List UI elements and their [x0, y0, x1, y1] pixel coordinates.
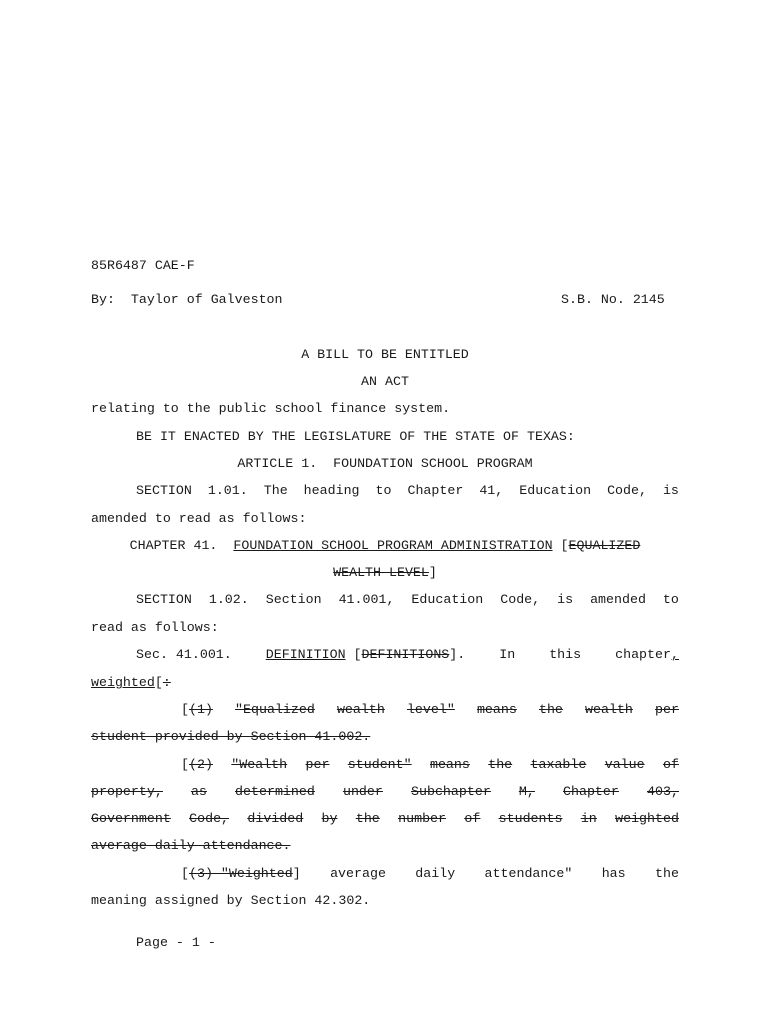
- definition-3-line-2: meaning assigned by Section 42.302.: [91, 893, 371, 908]
- section-1-01-word: heading: [303, 483, 360, 498]
- deleted-word: students: [498, 811, 563, 826]
- definition-2-line-2: [91, 784, 679, 800]
- definition-2-line-4: average daily attendance.: [91, 838, 291, 853]
- deleted-word: the: [355, 811, 380, 826]
- deleted-word: Code,: [189, 811, 230, 826]
- definition-1-word: [477, 702, 517, 718]
- definition-1-word: [655, 702, 679, 718]
- section-1-01-word: Code,: [607, 483, 647, 498]
- section-1-02-word: Section: [265, 592, 322, 607]
- bracket-close: ]: [428, 565, 437, 580]
- deleted-word: (1): [188, 702, 213, 717]
- section-1-02-word: SECTION: [136, 592, 192, 607]
- section-1-02-word: is: [557, 592, 574, 607]
- definition-2-word: [488, 757, 512, 773]
- definition-3-word: daily: [415, 866, 456, 881]
- section-1-02-word: 41.001,: [338, 592, 395, 607]
- new-chapter-title: FOUNDATION SCHOOL PROGRAM ADMINISTRATION: [233, 538, 553, 553]
- section-1-01-word: 1.01.: [207, 483, 248, 498]
- deleted-word: student": [347, 757, 412, 772]
- definition-heading: DEFINITION [DEFINITIONS].: [265, 647, 466, 662]
- deleted-word: per: [655, 702, 679, 717]
- word-this: this: [549, 647, 582, 662]
- definition-3-word: the: [655, 866, 679, 881]
- deleted-word: "Equalized: [235, 702, 315, 717]
- deleted-word: determined: [235, 784, 315, 799]
- deleted-word: wealth: [336, 702, 385, 717]
- bracket-close: ]: [292, 866, 301, 881]
- section-1-02-word: 1.02.: [208, 592, 249, 607]
- bracket-open: [: [181, 702, 189, 717]
- word-chapter: [615, 647, 679, 663]
- definition-3-word: average: [330, 866, 386, 881]
- deleted-title-part-1: EQUALIZED: [568, 538, 641, 553]
- chapter-word: chapter: [615, 647, 671, 662]
- deleted-word: Government: [91, 811, 171, 826]
- deleted-word: by: [321, 811, 338, 826]
- definition-1-word: [585, 702, 633, 718]
- deleted-word: weighted: [615, 811, 679, 826]
- deleted-word: the: [488, 757, 513, 772]
- deleted-word: Chapter: [563, 784, 619, 799]
- definition-2-word: [430, 757, 470, 773]
- definition-1-word: [235, 702, 315, 718]
- bill-caption: A BILL TO BE ENTITLED: [301, 347, 469, 362]
- deleted-word: level": [406, 702, 455, 717]
- deleted-word: taxable: [530, 757, 587, 772]
- sec-41-001-line-2: [91, 675, 171, 691]
- chapter-heading-line-1: [91, 538, 679, 554]
- section-1-02-word: Code,: [500, 592, 541, 607]
- deleted-word: value: [604, 757, 645, 772]
- deleted-title-part-2: WEALTH LEVEL: [333, 565, 429, 580]
- deleted-word: 403,: [647, 784, 679, 799]
- document-id: 85R6487 CAE-F: [91, 258, 195, 273]
- deleted-word: under: [342, 784, 383, 799]
- deleted-colon: :: [162, 675, 171, 690]
- definition-2-line-3: [91, 811, 679, 827]
- definition-1-word: [337, 702, 385, 718]
- page-number: Page - 1 -: [136, 935, 216, 950]
- act-heading: AN ACT: [361, 374, 409, 389]
- section-1-01-word: is: [662, 483, 679, 498]
- section-1-01-word: Education: [519, 483, 592, 498]
- definition-3-line-1: [181, 866, 679, 882]
- definition-1-line-1: [181, 702, 679, 718]
- deleted-weighted-label: (3) "Weighted: [188, 866, 293, 881]
- definition-2-line-1: [181, 757, 679, 773]
- bracket-open: [: [181, 866, 189, 881]
- definition-2-word: [663, 757, 679, 773]
- section-1-02-line-1: [136, 592, 679, 608]
- definition-2-word: [181, 757, 213, 773]
- bill-number: S.B. No. 2145: [561, 292, 665, 307]
- section-1-01-line-2: amended to read as follows:: [91, 511, 307, 526]
- deleted-word: "Wealth: [231, 757, 288, 772]
- bracket-open: [: [552, 538, 569, 553]
- section-1-02-word: amended: [590, 592, 646, 607]
- bill-author: By: Taylor of Galveston: [91, 292, 283, 307]
- definition-1-word: [181, 702, 213, 718]
- deleted-word: in: [580, 811, 597, 826]
- section-1-01-word: to: [375, 483, 392, 498]
- section-1-01-word: 41,: [479, 483, 504, 498]
- enacting-clause: BE IT ENACTED BY THE LEGISLATURE OF THE STATE OF TEXAS:: [136, 429, 575, 444]
- deleted-word: of: [464, 811, 481, 826]
- relating-clause: relating to the public school finance system.: [91, 401, 451, 416]
- deleted-word: (2): [188, 757, 213, 772]
- section-1-02-word: Education: [411, 592, 484, 607]
- deleted-word: means: [476, 702, 517, 717]
- bracket-open-2: [: [154, 675, 163, 690]
- article-heading: ARTICLE 1. FOUNDATION SCHOOL PROGRAM: [237, 456, 533, 471]
- sec-41-001-line-1: [136, 647, 679, 663]
- inserted-comma: ,: [670, 647, 679, 662]
- deleted-word: as: [190, 784, 207, 799]
- definition-3-word: has: [601, 866, 626, 881]
- deleted-word: property,: [91, 784, 163, 799]
- definition-2-word: [531, 757, 587, 773]
- deleted-word: number: [398, 811, 447, 826]
- section-1-01-word: The: [263, 483, 288, 498]
- word-in: In: [499, 647, 516, 662]
- section-1-01-line-1: [136, 483, 679, 499]
- deleted-word: the: [538, 702, 563, 717]
- deleted-word: of: [662, 757, 679, 772]
- deleted-word: wealth: [585, 702, 633, 717]
- new-definition-heading: DEFINITION: [265, 647, 346, 662]
- deleted-word: means: [429, 757, 470, 772]
- definition-2-word: [348, 757, 412, 773]
- inserted-weighted: weighted: [91, 675, 155, 690]
- definition-1-word: [539, 702, 563, 718]
- deleted-definitions-heading: DEFINITIONS: [361, 647, 450, 662]
- bracket-open: [: [181, 757, 189, 772]
- definition-2-word: [305, 757, 329, 773]
- definition-1-word: [407, 702, 455, 718]
- definition-2-word: [605, 757, 645, 773]
- section-1-02-line-2: read as follows:: [91, 620, 219, 635]
- deleted-word: per: [305, 757, 330, 772]
- definition-3-word: attendance": [484, 866, 573, 881]
- definition-3-struck-group: [181, 866, 301, 882]
- section-1-01-word: SECTION: [136, 483, 192, 498]
- deleted-word: divided: [247, 811, 304, 826]
- section-1-01-word: Chapter: [407, 483, 464, 498]
- chapter-heading-line-2: [91, 565, 679, 581]
- deleted-word: Subchapter: [411, 784, 491, 799]
- definition-2-word: [231, 757, 287, 773]
- chapter-prefix: CHAPTER 41.: [129, 538, 234, 553]
- sec-41-001-head: Sec. 41.001.: [136, 647, 232, 662]
- definition-1-line-2: student provided by Section 41.002.: [91, 729, 371, 744]
- section-1-02-word: to: [662, 592, 679, 607]
- deleted-word: M,: [518, 784, 535, 799]
